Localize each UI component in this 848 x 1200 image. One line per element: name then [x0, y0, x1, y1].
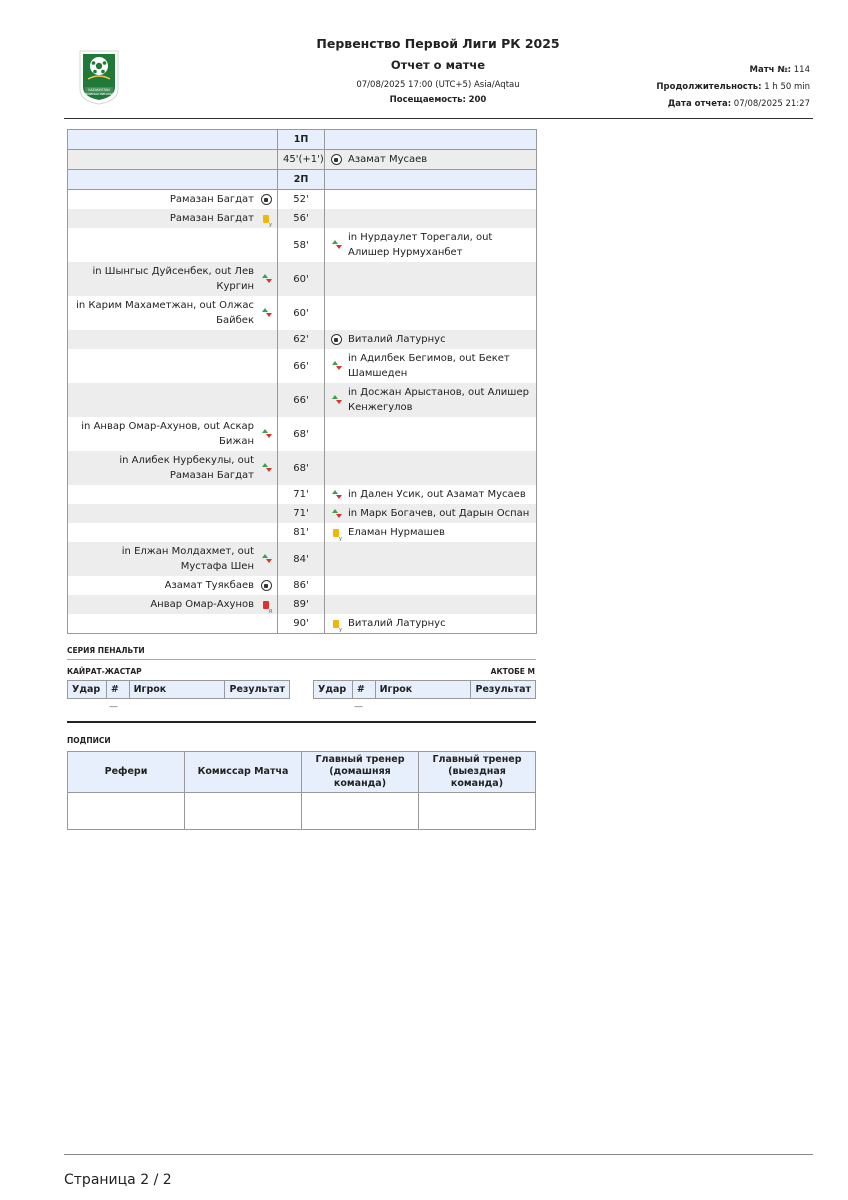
half-header-home: [68, 170, 278, 190]
report-date: [656, 96, 810, 113]
half-header-away: [325, 170, 537, 190]
event-minute: 45'(+1'): [278, 150, 325, 170]
event-minute: 68': [278, 417, 325, 451]
event-home-cell: [68, 451, 278, 485]
event-home-cell: [68, 485, 278, 504]
event-minute: 71': [278, 485, 325, 504]
penalty-col-kick: Удар: [314, 681, 353, 699]
substitution-icon: [260, 273, 272, 285]
event-row: [68, 150, 537, 170]
event-away-cell: [325, 451, 537, 485]
event-home-cell: [68, 262, 278, 296]
event-away-cell: [325, 417, 537, 451]
event-home-cell: [68, 209, 278, 228]
event-home-cell: [68, 542, 278, 576]
penalty-bottom-rule: [67, 721, 536, 723]
event-description: in Карим Махаметжан, out Олжас Байбек: [76, 300, 254, 326]
event-home-cell: [68, 383, 278, 417]
yellow-card-icon: [330, 527, 342, 539]
league-logo: [76, 49, 122, 105]
event-minute: 60': [278, 296, 325, 330]
signatures-section-label: ПОДПИСИ: [67, 736, 111, 745]
event-home-cell: [68, 349, 278, 383]
event-description: in Алибек Нурбекулы, out Рамазан Багдат: [119, 455, 254, 481]
event-home-cell: [68, 595, 278, 614]
substitution-icon: [330, 239, 342, 251]
report-date-value: 07/08/2025 21:27: [733, 99, 810, 109]
signature-referee-box[interactable]: [68, 793, 185, 830]
half-label: 2П: [278, 170, 325, 190]
event-description: in Шынгыс Дуйсенбек, out Лев Кургин: [92, 266, 254, 292]
event-away-cell: [325, 349, 537, 383]
penalty-col-number: #: [352, 681, 375, 699]
substitution-icon: [260, 462, 272, 474]
penalty-away-team: АКТОБЕ М: [490, 667, 535, 676]
event-minute: 56': [278, 209, 325, 228]
competition-title: Первенство Первой Лиги РК 2025: [316, 36, 560, 51]
event-row: [68, 228, 537, 262]
event-away-cell: [325, 296, 537, 330]
signature-home-coach-box[interactable]: [302, 793, 419, 830]
event-description: in Адилбек Бегимов, out Бекет Шамшеден: [348, 353, 510, 379]
event-home-cell: [68, 190, 278, 210]
event-home-cell: [68, 150, 278, 170]
half-header-row: [68, 130, 537, 150]
substitution-icon: [330, 489, 342, 501]
event-minute: 81': [278, 523, 325, 542]
event-description: in Нурдаулет Торегали, out Алишер Нурмуханбет: [348, 232, 493, 258]
goal-icon: [260, 580, 272, 592]
event-minute: 71': [278, 504, 325, 523]
event-description: Виталий Латурнус: [348, 334, 446, 345]
penalty-away-table: [313, 680, 536, 699]
event-away-cell: [325, 150, 537, 170]
match-meta: [656, 62, 810, 113]
duration-value: 1 h 50 min: [764, 82, 810, 92]
event-home-cell: [68, 330, 278, 349]
event-description: Азамат Туякбаев: [164, 580, 254, 591]
attendance-label: Посещаемость:: [389, 95, 466, 105]
event-minute: 68': [278, 451, 325, 485]
match-number: [656, 62, 810, 79]
substitution-icon: [260, 307, 272, 319]
event-away-cell: [325, 262, 537, 296]
penalty-section-label: СЕРИЯ ПЕНАЛЬТИ: [67, 646, 145, 655]
event-description: in Анвар Омар-Ахунов, out Аскар Бижан: [81, 421, 254, 447]
event-row: [68, 576, 537, 595]
match-number-label: Матч №:: [749, 65, 792, 75]
event-minute: 86': [278, 576, 325, 595]
goal-icon: [260, 194, 272, 206]
event-minute: 52': [278, 190, 325, 210]
event-home-cell: [68, 576, 278, 595]
event-row: [68, 417, 537, 451]
event-away-cell: [325, 504, 537, 523]
event-home-cell: [68, 417, 278, 451]
event-row: [68, 485, 537, 504]
event-minute: 60': [278, 262, 325, 296]
report-date-label: Дата отчета:: [667, 99, 732, 109]
event-minute: 66': [278, 349, 325, 383]
match-events-body: [68, 130, 537, 634]
half-header-away: [325, 130, 537, 150]
attendance: [258, 95, 618, 105]
signatures-table: [67, 751, 536, 830]
event-minute: 84': [278, 542, 325, 576]
event-home-cell: [68, 228, 278, 262]
signature-commissioner-box[interactable]: [185, 793, 302, 830]
event-minute: 62': [278, 330, 325, 349]
duration-label: Продолжительность:: [656, 82, 762, 92]
goal-icon: [330, 334, 342, 346]
signature-col-away-coach: Главный тренер (выездная команда): [419, 752, 536, 793]
half-header-row: [68, 170, 537, 190]
penalty-col-result: Результат: [471, 681, 536, 699]
event-away-cell: [325, 614, 537, 634]
goal-icon: [330, 154, 342, 166]
event-row: [68, 523, 537, 542]
svg-text:БИРІНШІ ЛИГАСЫ: БИРІНШІ ЛИГАСЫ: [85, 92, 113, 96]
event-row: [68, 262, 537, 296]
half-header-home: [68, 130, 278, 150]
event-row: [68, 595, 537, 614]
event-description: in Елжан Молдахмет, out Мустафа Шен: [121, 546, 254, 572]
event-away-cell: [325, 523, 537, 542]
red-card-icon: [260, 599, 272, 611]
penalty-col-number: #: [106, 681, 129, 699]
event-away-cell: [325, 383, 537, 417]
event-away-cell: [325, 209, 537, 228]
event-home-cell: [68, 296, 278, 330]
event-minute: 90': [278, 614, 325, 634]
signature-col-commissioner: Комиссар Матча: [185, 752, 302, 793]
event-description: Еламан Нурмашев: [348, 527, 445, 538]
penalty-home-empty: —: [109, 702, 118, 712]
half-label: 1П: [278, 130, 325, 150]
event-home-cell: [68, 523, 278, 542]
attendance-value: 200: [468, 95, 487, 105]
header-divider: [64, 118, 813, 119]
event-row: [68, 190, 537, 210]
match-events-table: [67, 129, 537, 634]
substitution-icon: [260, 553, 272, 565]
event-description: Азамат Мусаев: [348, 154, 428, 165]
signature-col-referee: Рефери: [68, 752, 185, 793]
penalty-section-divider: [67, 659, 536, 660]
event-minute: 58': [278, 228, 325, 262]
event-row: [68, 614, 537, 634]
report-subtitle: Отчет о матче: [390, 58, 486, 72]
match-number-value: 114: [793, 65, 810, 75]
penalty-away-empty: —: [354, 702, 363, 712]
event-minute: 89': [278, 595, 325, 614]
event-row: [68, 209, 537, 228]
event-description: Рамазан Багдат: [169, 194, 254, 205]
penalty-col-player: Игрок: [129, 681, 225, 699]
event-away-cell: [325, 485, 537, 504]
penalty-col-player: Игрок: [375, 681, 471, 699]
event-row: [68, 542, 537, 576]
substitution-icon: [330, 394, 342, 406]
event-row: [68, 349, 537, 383]
event-description: Анвар Омар-Ахунов: [150, 599, 254, 610]
signature-away-coach-box[interactable]: [419, 793, 536, 830]
event-away-cell: [325, 228, 537, 262]
event-row: [68, 330, 537, 349]
event-home-cell: [68, 504, 278, 523]
penalty-home-team: КАЙРАТ-ЖАСТАР: [67, 667, 142, 676]
substitution-icon: [260, 428, 272, 440]
penalty-col-result: Результат: [225, 681, 290, 699]
event-away-cell: [325, 595, 537, 614]
yellow-card-icon: [330, 618, 342, 630]
page-number: Страница 2 / 2: [64, 1172, 172, 1188]
event-minute: 66': [278, 383, 325, 417]
substitution-icon: [330, 360, 342, 372]
event-away-cell: [325, 576, 537, 595]
yellow-card-icon: [260, 213, 272, 225]
event-row: [68, 451, 537, 485]
penalty-home-table: [67, 680, 290, 699]
event-description: in Марк Богачев, out Дарын Оспан: [348, 508, 530, 519]
substitution-icon: [330, 508, 342, 520]
event-description: Рамазан Багдат: [169, 213, 254, 224]
event-description: Виталий Латурнус: [348, 618, 446, 629]
svg-text:KAZAKHSTAN: KAZAKHSTAN: [88, 88, 110, 92]
event-description: in Дален Усик, out Азамат Мусаев: [348, 489, 526, 500]
penalty-col-kick: Удар: [68, 681, 107, 699]
report-header: [258, 34, 618, 105]
footer-divider: [64, 1154, 813, 1155]
event-row: [68, 296, 537, 330]
match-datetime: 07/08/2025 17:00 (UTC+5) Asia/Aqtau: [356, 80, 520, 90]
signature-col-home-coach: Главный тренер (домашняя команда): [302, 752, 419, 793]
event-row: [68, 504, 537, 523]
event-home-cell: [68, 614, 278, 634]
event-away-cell: [325, 330, 537, 349]
event-description: in Досжан Арыстанов, out Алишер Кенжегулов: [348, 387, 529, 413]
event-away-cell: [325, 542, 537, 576]
match-duration: [656, 79, 810, 96]
event-row: [68, 383, 537, 417]
event-away-cell: [325, 190, 537, 210]
